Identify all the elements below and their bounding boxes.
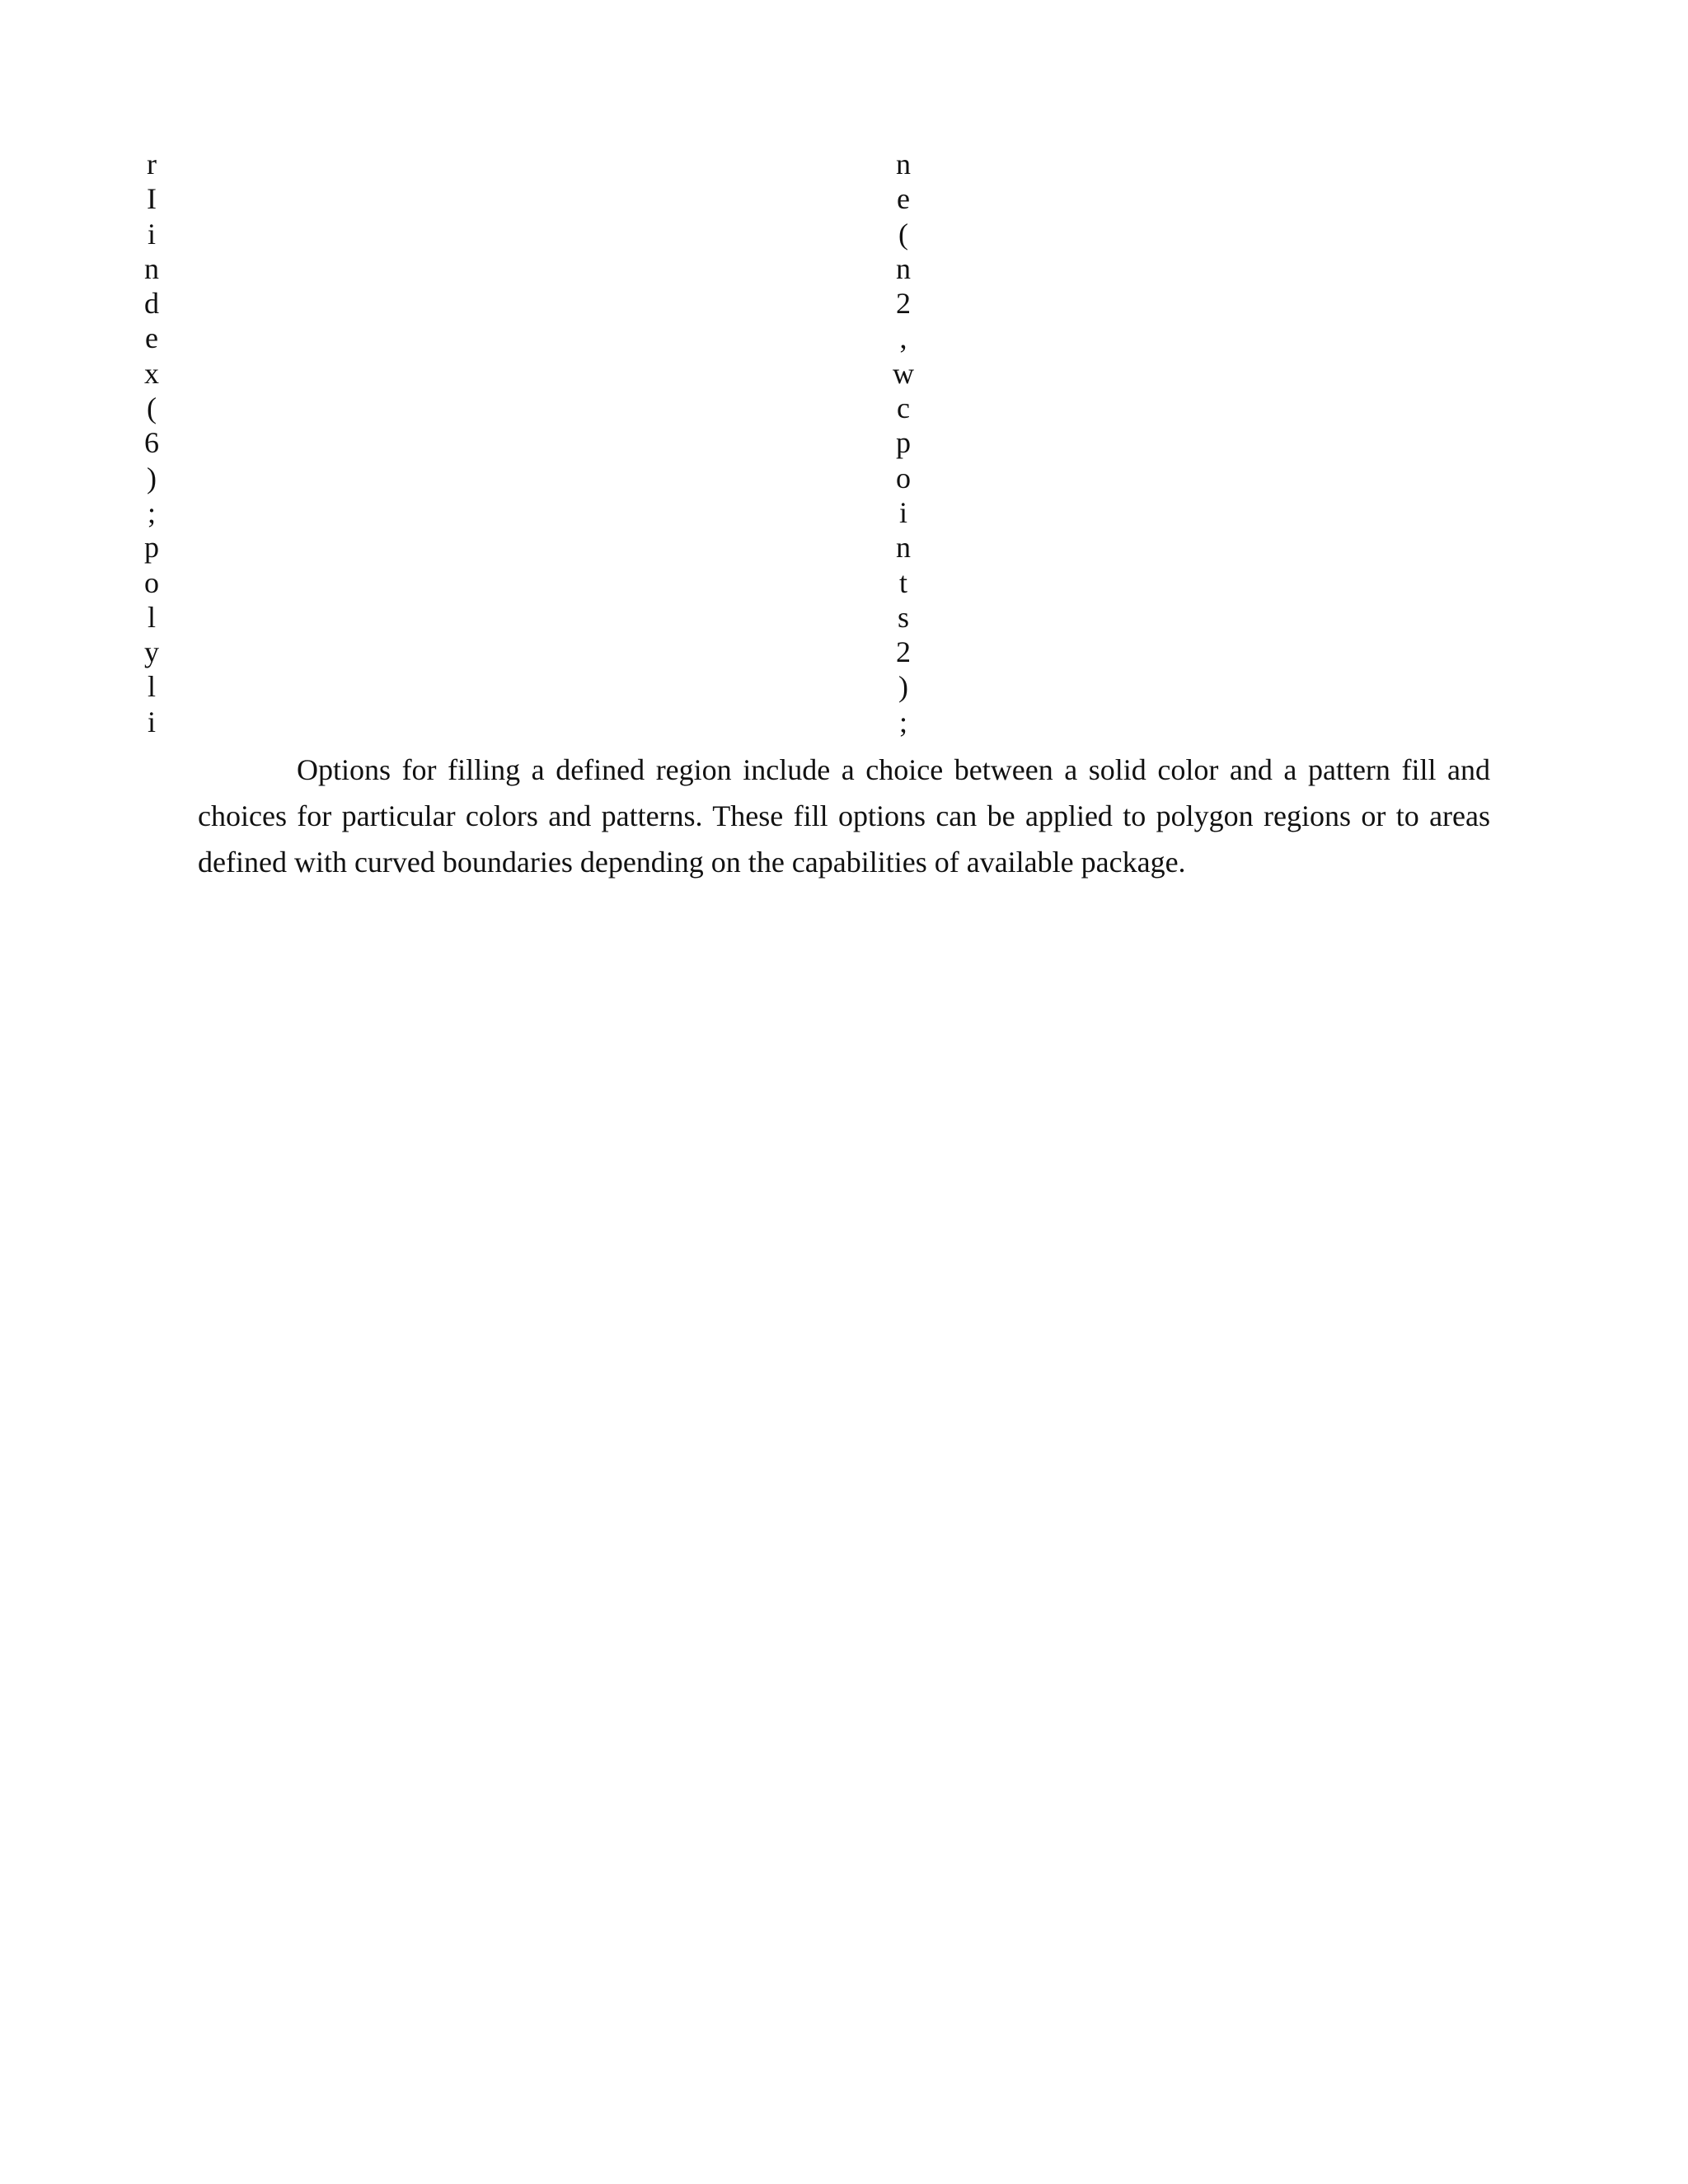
vertical-char: r bbox=[147, 148, 157, 180]
vertical-char: i bbox=[898, 495, 907, 529]
vertical-char: y bbox=[144, 635, 159, 669]
vertical-char: w bbox=[893, 356, 914, 390]
vertical-char: d bbox=[144, 287, 159, 321]
vertical-char: n bbox=[896, 531, 911, 565]
vertical-char: c bbox=[897, 391, 910, 425]
vertical-char: p bbox=[896, 426, 911, 460]
vertical-char: ) bbox=[147, 461, 157, 494]
vertical-char: ; bbox=[898, 705, 907, 738]
vertical-char: o bbox=[896, 461, 911, 494]
vertical-char: n bbox=[896, 251, 911, 285]
vertical-char: s bbox=[897, 600, 909, 634]
vertical-char: , bbox=[899, 321, 907, 355]
vertical-char: l bbox=[147, 670, 156, 704]
vertical-char: 2 bbox=[896, 287, 911, 321]
vertical-char: 6 bbox=[144, 426, 159, 460]
vertical-char: l bbox=[147, 600, 156, 634]
vertical-char: o bbox=[144, 565, 159, 599]
vertical-char: p bbox=[144, 531, 159, 565]
vertical-char: e bbox=[145, 321, 158, 355]
vertical-char: i bbox=[147, 217, 156, 251]
vertical-code-fragment-right bbox=[887, 147, 920, 739]
vertical-char: 2 bbox=[896, 635, 911, 669]
vertical-char: i bbox=[147, 705, 156, 738]
vertical-char: t bbox=[898, 565, 907, 599]
vertical-char: x bbox=[144, 356, 159, 390]
vertical-char: e bbox=[897, 182, 910, 216]
vertical-char: ( bbox=[147, 391, 157, 425]
vertical-char: n bbox=[144, 251, 159, 285]
vertical-char: I bbox=[147, 182, 157, 216]
vertical-char: ; bbox=[147, 495, 156, 529]
vertical-char: ) bbox=[898, 670, 908, 704]
vertical-char: n bbox=[896, 148, 911, 180]
vertical-code-fragment-left bbox=[135, 147, 168, 739]
vertical-char: ( bbox=[898, 217, 908, 251]
body-paragraph: Options for filling a defined region include a choice between a solid color and a pattern fill and choices for particular colors and patterns. These fill options can be applied to polygon regions or to areas defined with curved boundaries depending on the capabilities of available package. bbox=[198, 753, 1490, 879]
